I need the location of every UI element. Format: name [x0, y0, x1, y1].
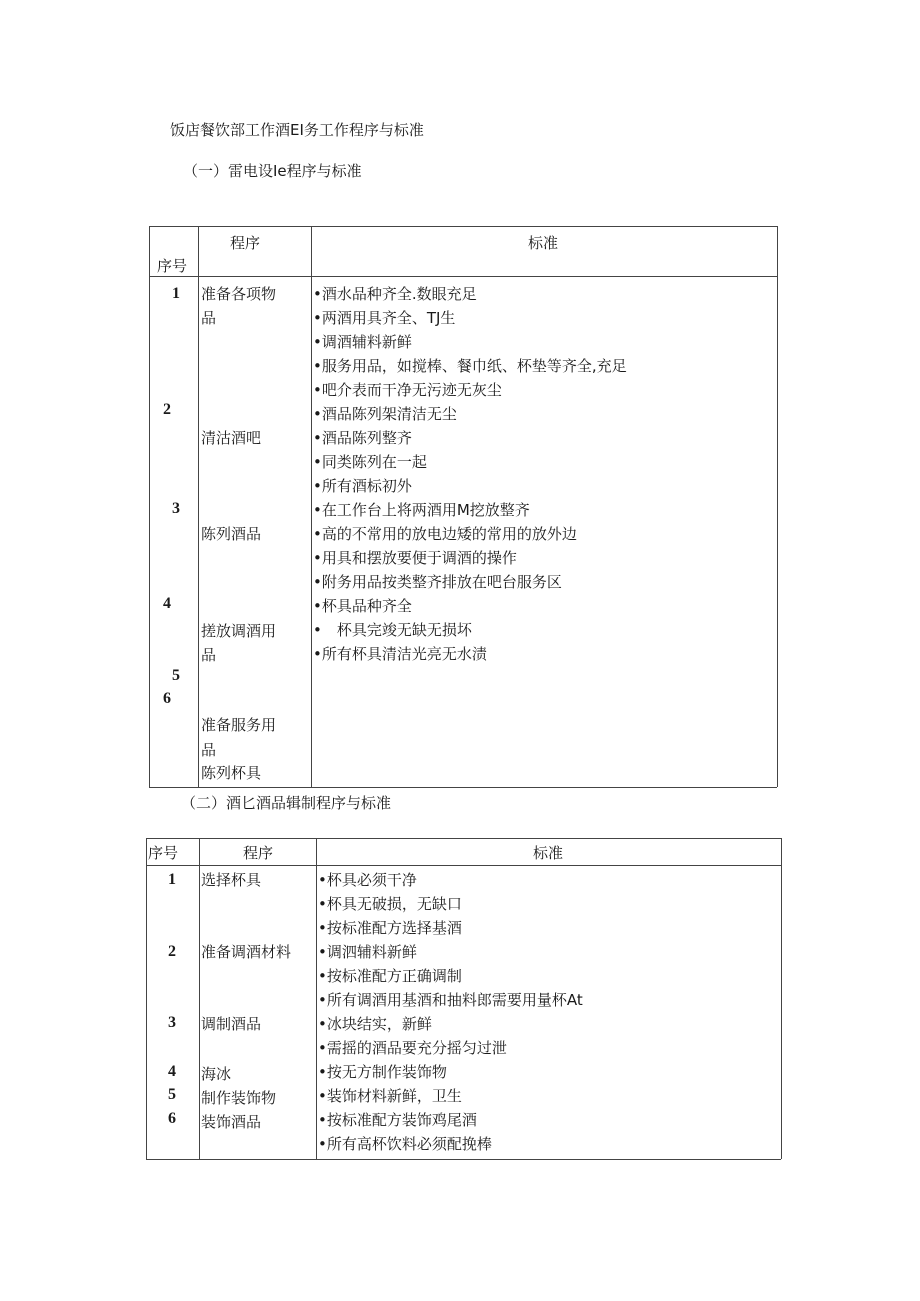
section-1-heading: （一）雷电设Ie程序与标准 — [183, 162, 362, 180]
table-2-std-line: •按标准配方正确调制 — [318, 967, 462, 985]
table-1-proc-line-1: 准备各项物 — [201, 285, 277, 303]
table-1-seq-5: 5 — [172, 667, 180, 684]
table-2-seq-1: 1 — [168, 871, 176, 888]
table-1-std-line: •吧介表而干净无污迹无灰尘 — [313, 381, 502, 399]
table-2-header-seq: 序号 — [148, 844, 179, 862]
table-2-proc-4: 海冰 — [201, 1065, 232, 1083]
document-title: 饭店餐饮部工作酒EI务工作程序与标准 — [170, 121, 424, 139]
section-2-heading: （二）酒匕酒品辑制程序与标准 — [181, 794, 392, 812]
table-1-std-line: •在工作台上将两酒用M挖放整齐 — [313, 501, 530, 519]
table-1-std-line: •高的不常用的放电边矮的常用的放外边 — [313, 525, 577, 543]
table-1-proc-line-9: 陈列杯具 — [201, 764, 262, 782]
table-1-proc-line-4: 陈列酒品 — [201, 525, 262, 543]
table-1-proc-line-8: 品 — [201, 741, 217, 759]
table-2-std-line: •所有调酒用基酒和抽料郎需要用量杯At — [318, 991, 583, 1009]
table-1-proc-line-6: 品 — [201, 646, 217, 664]
table-2-standards-column — [318, 868, 583, 1156]
table-1-col-divider-2 — [311, 226, 312, 787]
table-1-std-line: •杯具品种齐全 — [313, 597, 412, 615]
table-2-proc-1: 选择杯具 — [201, 871, 262, 889]
table-2-std-line: •杯具必须干净 — [318, 871, 417, 889]
table-1-std-line: •所有杯具清洁光亮无水渍 — [313, 645, 487, 663]
table-1-border-left — [149, 226, 150, 787]
table-2-border-right — [781, 838, 782, 1159]
table-1-header-divider — [149, 276, 777, 277]
table-1-std-line: •酒品陈列架清洁无尘 — [313, 405, 457, 423]
table-2-proc-6: 装饰酒品 — [201, 1113, 262, 1131]
table-1-seq-3: 3 — [172, 500, 180, 517]
table-2-header-divider — [146, 865, 781, 866]
table-1-std-line: •酒水品种齐全.数眼充足 — [313, 285, 477, 303]
table-1-header-seq: 序号 — [157, 257, 188, 275]
table-2-seq-6: 6 — [168, 1110, 176, 1127]
table-2-header-std: 标准 — [533, 844, 564, 862]
table-2-std-line: •杯具无破损，无缺口 — [318, 895, 462, 913]
table-2-std-line: •所有高杯饮料必须配挽棒 — [318, 1135, 492, 1153]
table-1-proc-line-7: 准备服务用 — [201, 716, 277, 734]
table-2-header-proc: 程序 — [243, 844, 274, 862]
table-1-std-line: •用具和摆放要便于调酒的操作 — [313, 549, 517, 567]
table-1-std-line: •酒品陈列整齐 — [313, 429, 412, 447]
table-2-proc-5: 制作装饰物 — [201, 1089, 277, 1107]
table-2-std-line: •按标准配方装饰鸡尾酒 — [318, 1111, 477, 1129]
table-1-std-line: •两酒用具齐全、TJ生 — [313, 309, 456, 327]
table-1-proc-line-2: 品 — [201, 309, 217, 327]
table-1-seq-1: 1 — [172, 285, 180, 302]
table-1-std-line: •所有酒标初外 — [313, 477, 412, 495]
table-2-std-line: •冰块结实，新鲜 — [318, 1015, 432, 1033]
table-2-seq-4: 4 — [168, 1063, 176, 1080]
table-1-std-line: •同类陈列在一起 — [313, 453, 427, 471]
table-2-col-divider-1 — [199, 838, 200, 1159]
table-1-border-right — [777, 226, 778, 787]
table-1-header-std: 标准 — [528, 234, 559, 252]
table-1-standards-column — [313, 282, 627, 666]
table-2-seq-5: 5 — [168, 1086, 176, 1103]
table-1-proc-line-5: 搓放调酒用 — [201, 622, 277, 640]
table-2-std-line: •调泗辅料新鲜 — [318, 943, 417, 961]
table-2-col-divider-2 — [316, 838, 317, 1159]
table-1-proc-line-3: 清沽酒吧 — [201, 429, 262, 447]
table-2-std-line: •按标准配方选择基酒 — [318, 919, 462, 937]
table-1-std-line: •附务用品按类整齐排放在吧台服务区 — [313, 573, 562, 591]
table-1-border-bottom — [149, 787, 777, 788]
table-1-col-divider-1 — [198, 226, 199, 787]
table-1-header-proc: 程序 — [230, 234, 261, 252]
table-1-seq-4: 4 — [163, 595, 171, 612]
table-2-border-top — [146, 838, 781, 839]
table-1-seq-2: 2 — [163, 401, 171, 418]
table-1-std-line: •调酒辅料新鲜 — [313, 333, 412, 351]
table-1-seq-6: 6 — [163, 690, 171, 707]
table-1-std-line: • 杯具完竣无缺无损坏 — [313, 621, 472, 639]
table-1-border-top — [149, 226, 777, 227]
table-2-proc-2: 准备调酒材料 — [201, 943, 292, 961]
table-2-proc-3: 调制酒品 — [201, 1015, 262, 1033]
table-2-std-line: •按无方制作装饰物 — [318, 1063, 447, 1081]
table-2-std-line: •需摇的酒品要充分摇匀过泄 — [318, 1039, 507, 1057]
table-1-std-line: •服务用品，如搅棒、餐巾纸、杯垫等齐全,充足 — [313, 357, 627, 375]
table-2-border-left — [146, 838, 147, 1159]
table-2-seq-3: 3 — [168, 1014, 176, 1031]
table-2-border-bottom — [146, 1159, 781, 1160]
table-2-std-line: •装饰材料新鲜，卫生 — [318, 1087, 462, 1105]
table-2-seq-2: 2 — [168, 943, 176, 960]
